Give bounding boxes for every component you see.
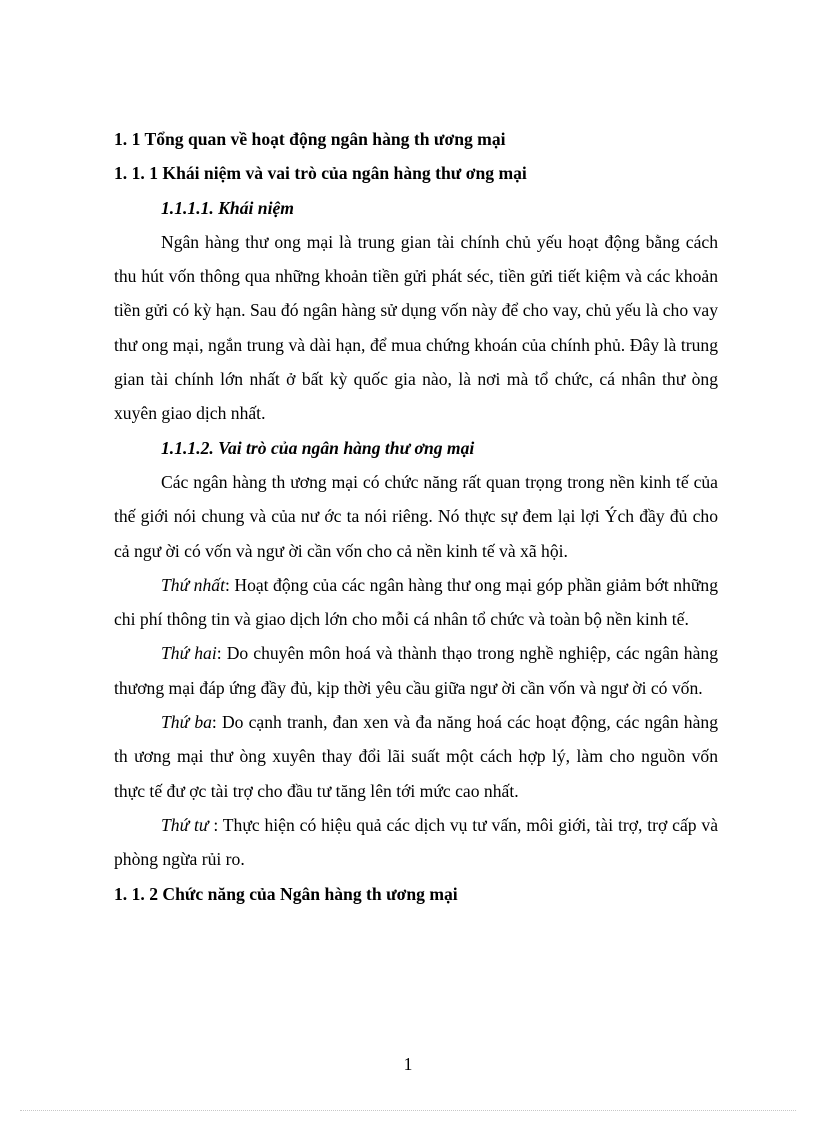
paragraph-role: Các ngân hàng th ương mại có chức năng rất quan trọng trong nền kinh tế của thế giới nói chung và của nư ớc ta nói riêng. Nó thực sự đem lại lợi Ých đầy đủ cho cả ngư ời có vốn và ngư ời cần vốn cho cả nền kinh tế và xã hội. [114,471,718,561]
first-text: : Hoạt động của các ngân hàng thư ong mại góp phần giảm bớt những chi phí thông tin và giao dịch lớn cho mỗi cá nhân tổ chức và toàn bộ nền kinh tế. [114,574,718,630]
page-content [114,122,718,911]
fourth-lead: Thứ tư [161,814,209,835]
second-lead: Thứ hai [161,643,217,664]
first-lead: Thứ nhất [161,574,225,595]
paragraph-concept: Ngân hàng thư ong mại là trung gian tài chính chủ yếu hoạt động bằng cách thu hút vốn thông qua những khoản tiền gửi phát séc, tiền gửi tiết kiệm và các khoản tiền gửi có kỳ hạn. Sau đó ngân hàng sử dụng vốn này để cho vay, chủ yếu là cho vay thư ong mại, ngắn trung và dài hạn, để mua chứng khoán của chính phủ. Đây là trung gian tài chính lớn nhất ở bất kỳ quốc gia nào, là nơi mà tổ chức, cá nhân thư òng xuyên giao dịch nhất. [114,231,718,424]
second-text: : Do chuyên môn hoá và thành thạo trong nghề nghiệp, các ngân hàng thương mại đáp ứng đầy đủ, kịp thời yêu cầu giữa ngư ời cần vốn và ngư ời có vốn. [114,643,718,698]
paragraph-first [114,568,718,637]
heading-role: 1.1.1.2. Vai trò của ngân hàng thư ơng mại [161,437,475,458]
third-lead: Thứ ba [161,712,212,733]
paragraph-second [114,636,718,705]
heading-concept: 1.1.1.1. Khái niệm [161,197,294,218]
fourth-text: : Thực hiện có hiệu quả các dịch vụ tư vấn, môi giới, tài trợ, trợ cấp và phòng ngừa rủi ro. [114,814,719,870]
heading-functions: 1. 1. 2 Chức năng của Ngân hàng th ương mại [114,883,458,904]
third-text: : Do cạnh tranh, đan xen và đa năng hoá các hoạt động, các ngân hàng th ương mại thư òng xuyên thay đổi lãi suất một cách hợp lý, làm cho nguồn vốn thực tế đư ợc tài trợ cho đầu tư tăng lên tới mức cao nhất. [114,712,718,801]
page-number: 1 [403,1054,413,1074]
heading-overview: 1. 1 Tổng quan về hoạt động ngân hàng th ương mại [114,129,506,149]
paragraph-fourth [114,808,718,877]
paragraph-third [114,705,718,808]
page-bottom-divider [20,1110,796,1111]
heading-concept-role: 1. 1. 1 Khái niệm và vai trò của ngân hàng thư ơng mại [114,163,527,184]
